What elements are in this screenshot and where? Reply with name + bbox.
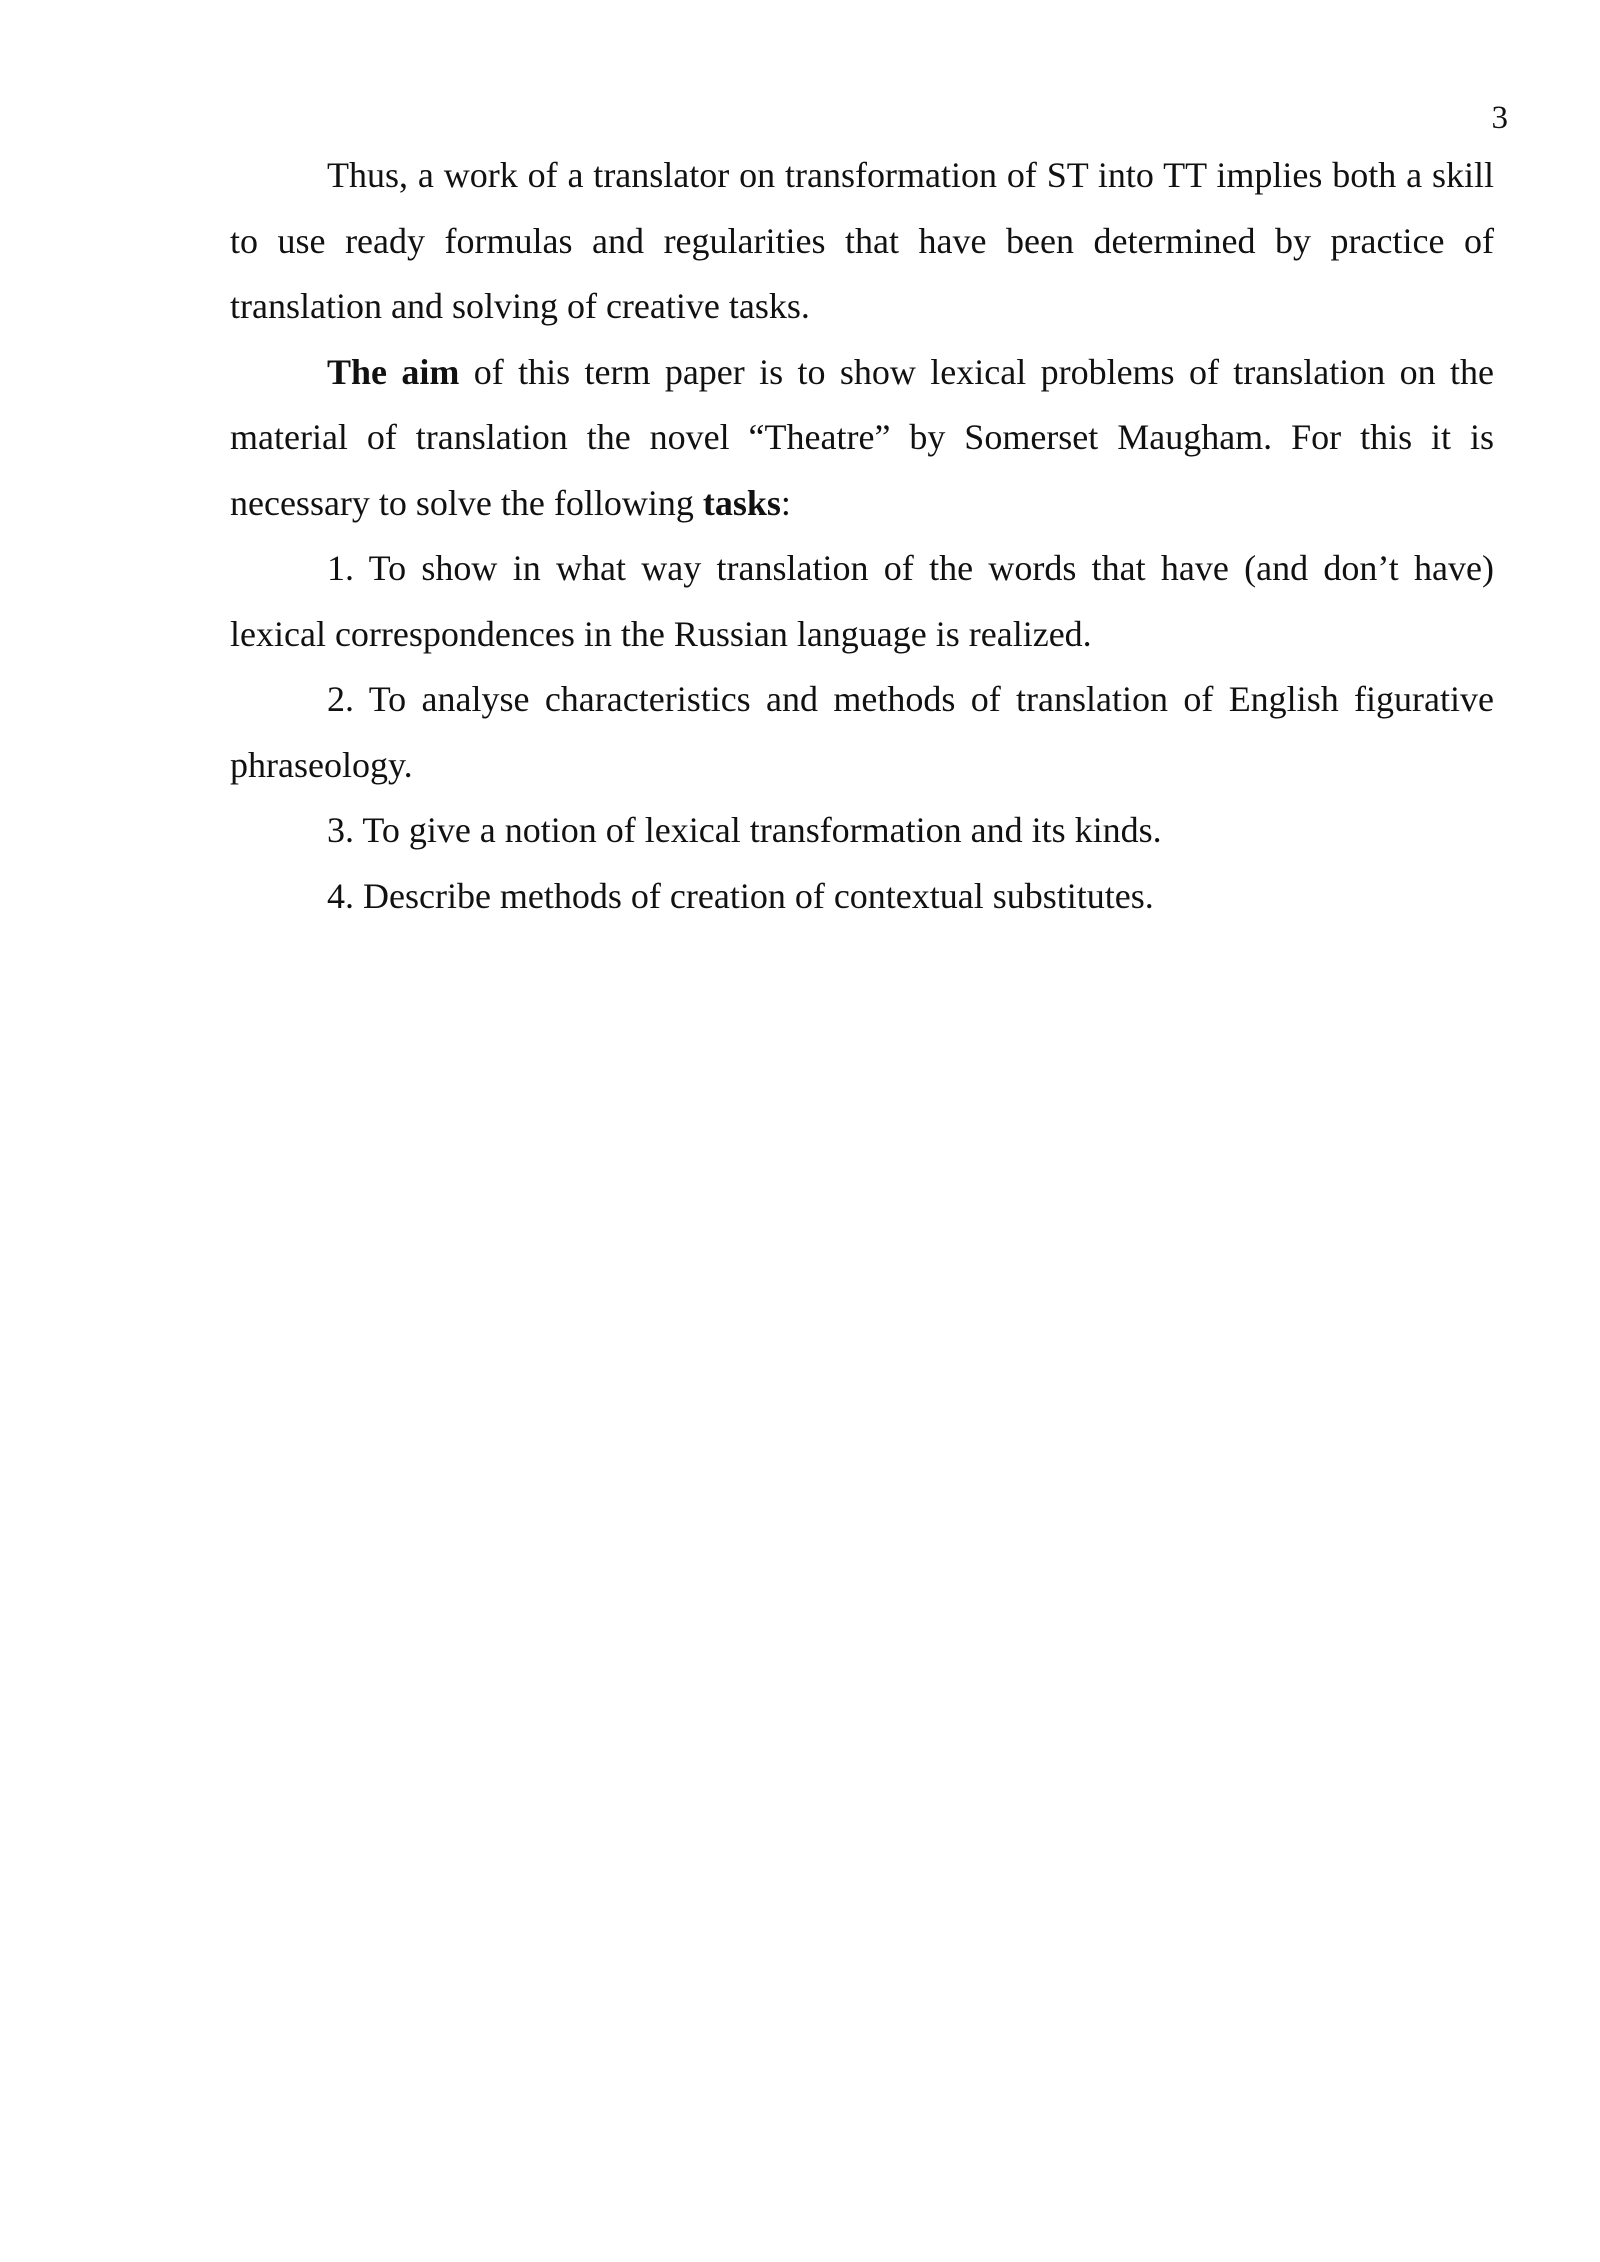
aim-paragraph [230,340,1494,537]
intro-paragraph: Thus, a work of a translator on transformation of ST into TT implies both a skill to use ready formulas and regularities that have been determined by practice of translation and solving of creative tasks. [230,155,1494,326]
page-number: 3 [1491,100,1508,136]
tasks-bold-word: tasks [702,482,781,523]
aim-bold-lead: The aim [327,351,460,392]
task-item: 4. Describe methods of creation of contextual substitutes. [327,875,1154,916]
task-item: 2. To analyse characteristics and methods of translation of English figurative phraseology. [230,679,1494,785]
task-item: 1. To show in what way translation of the words that have (and don’t have) lexical correspondences in the Russian language is realized. [230,548,1494,654]
aim-end: : [780,482,791,523]
task-item: 3. To give a notion of lexical transformation and its kinds. [327,810,1162,850]
aim-text: of this term paper is to show lexical problems of translation on the material of translation the novel “Theatre” by Somerset Maugham. For this it is necessary to solve the following [230,351,1494,523]
body-text [230,143,1494,929]
